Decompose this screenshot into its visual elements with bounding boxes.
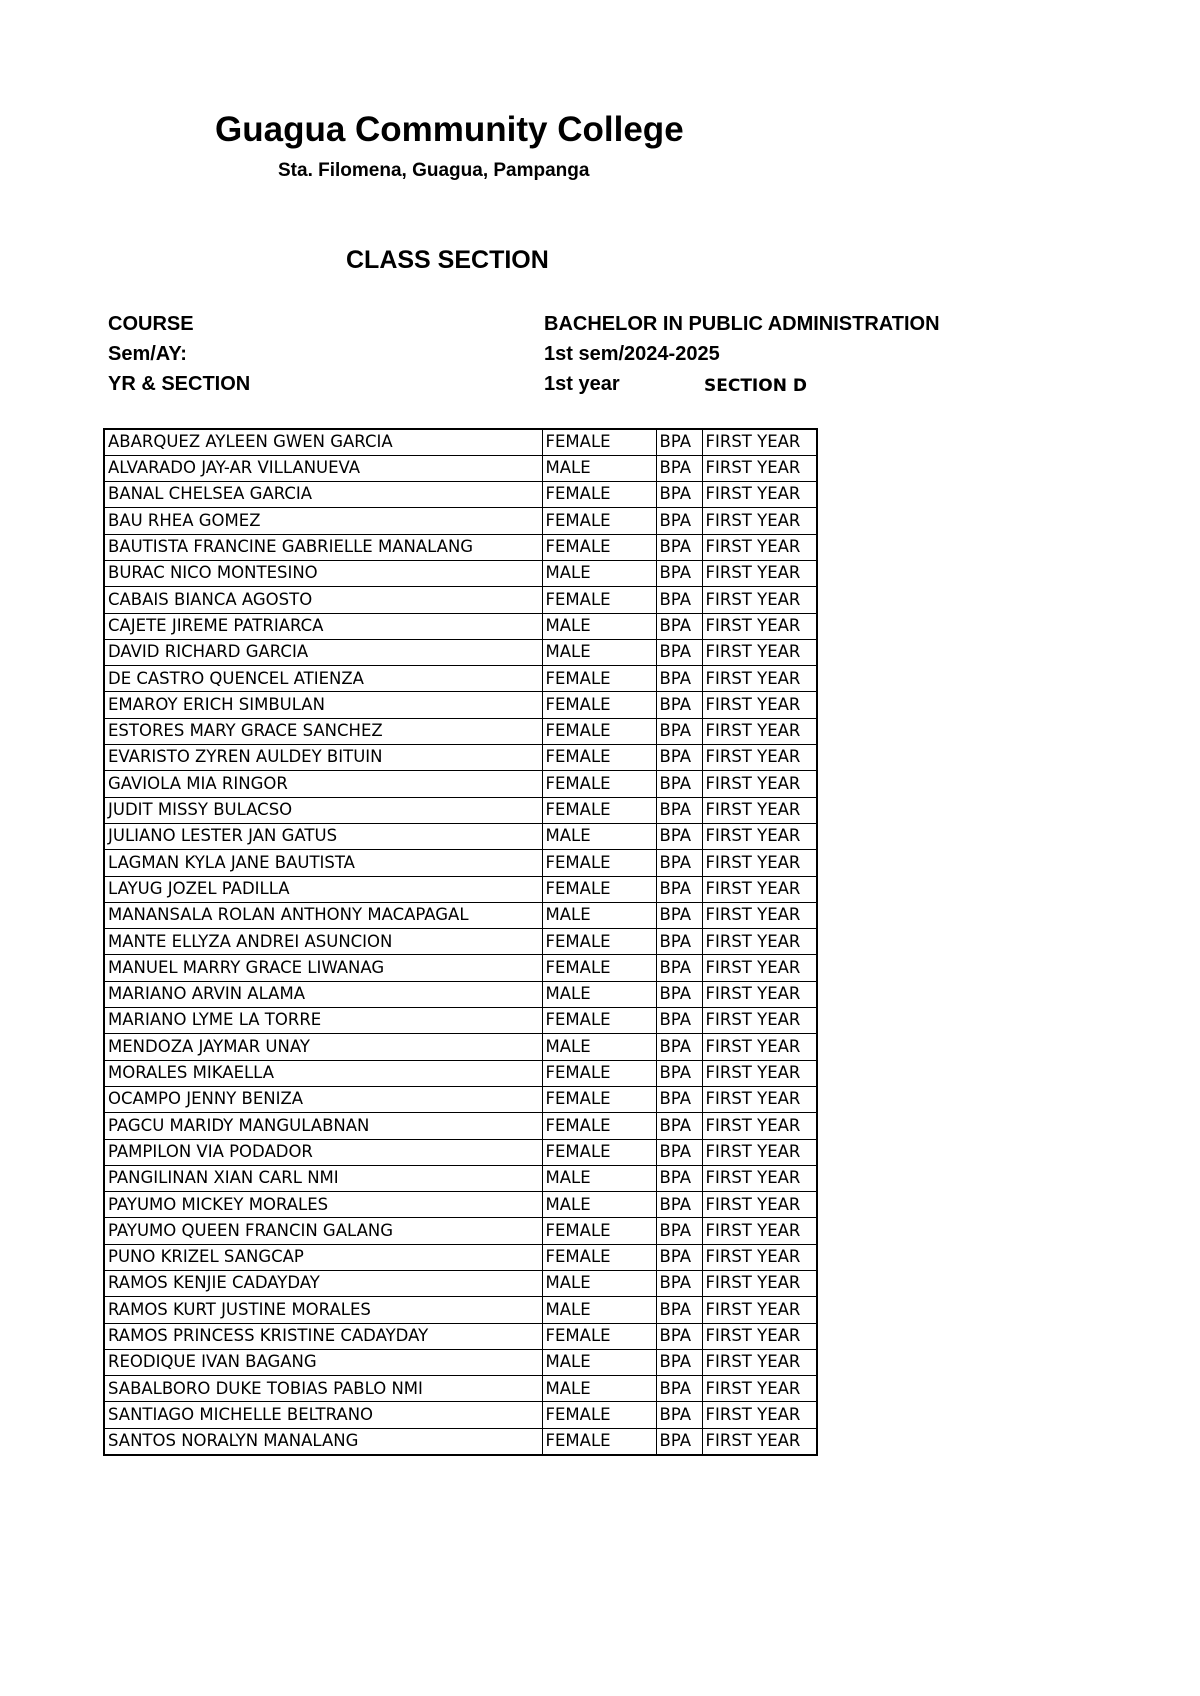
table-row (104, 981, 817, 1007)
student-name-cell: PAGCU MARIDY MANGULABNAN (104, 1113, 542, 1139)
student-gender-cell: MALE (542, 1297, 656, 1323)
student-course-cell: BPA (656, 1113, 702, 1139)
student-gender-cell: FEMALE (542, 534, 656, 560)
table-row (104, 1192, 817, 1218)
student-gender-cell: MALE (542, 613, 656, 639)
table-row (104, 482, 817, 508)
student-course-cell: BPA (656, 1165, 702, 1191)
student-gender-cell: FEMALE (542, 955, 656, 981)
student-name-cell: BURAC NICO MONTESINO (104, 560, 542, 586)
student-course-cell: BPA (656, 1034, 702, 1060)
student-course-cell: BPA (656, 508, 702, 534)
student-name-cell: MANUEL MARRY GRACE LIWANAG (104, 955, 542, 981)
student-year-cell: FIRST YEAR (702, 1165, 817, 1191)
student-year-cell: FIRST YEAR (702, 1244, 817, 1270)
student-course-cell: BPA (656, 666, 702, 692)
table-row (104, 718, 817, 744)
student-gender-cell: MALE (542, 1271, 656, 1297)
student-year-cell: FIRST YEAR (702, 850, 817, 876)
table-row (104, 534, 817, 560)
student-course-cell: BPA (656, 823, 702, 849)
student-gender-cell: FEMALE (542, 850, 656, 876)
year-value: 1st year (544, 373, 620, 395)
student-gender-cell: FEMALE (542, 1244, 656, 1270)
student-name-cell: PAMPILON VIA PODADOR (104, 1139, 542, 1165)
student-course-cell: BPA (656, 876, 702, 902)
table-row (104, 1218, 817, 1244)
student-gender-cell: FEMALE (542, 1008, 656, 1034)
table-row (104, 587, 817, 613)
student-year-cell: FIRST YEAR (702, 482, 817, 508)
student-name-cell: REODIQUE IVAN BAGANG (104, 1349, 542, 1375)
table-row (104, 1139, 817, 1165)
student-course-cell: BPA (656, 1271, 702, 1297)
student-name-cell: MARIANO ARVIN ALAMA (104, 981, 542, 1007)
student-course-cell: BPA (656, 1008, 702, 1034)
student-name-cell: SABALBORO DUKE TOBIAS PABLO NMI (104, 1376, 542, 1402)
semay-label: Sem/AY: (108, 343, 187, 365)
student-gender-cell: FEMALE (542, 587, 656, 613)
table-row (104, 1244, 817, 1270)
student-year-cell: FIRST YEAR (702, 1428, 817, 1454)
student-course-cell: BPA (656, 1376, 702, 1402)
student-year-cell: FIRST YEAR (702, 718, 817, 744)
student-name-cell: SANTOS NORALYN MANALANG (104, 1428, 542, 1454)
student-name-cell: PAYUMO MICKEY MORALES (104, 1192, 542, 1218)
student-course-cell: BPA (656, 1297, 702, 1323)
student-course-cell: BPA (656, 1192, 702, 1218)
student-name-cell: BAU RHEA GOMEZ (104, 508, 542, 534)
student-gender-cell: FEMALE (542, 771, 656, 797)
student-name-cell: MORALES MIKAELLA (104, 1060, 542, 1086)
table-row (104, 876, 817, 902)
student-year-cell: FIRST YEAR (702, 823, 817, 849)
student-year-cell: FIRST YEAR (702, 455, 817, 481)
student-course-cell: BPA (656, 1402, 702, 1428)
student-name-cell: DE CASTRO QUENCEL ATIENZA (104, 666, 542, 692)
table-row (104, 692, 817, 718)
school-name: Guagua Community College (215, 110, 684, 149)
student-name-cell: GAVIOLA MIA RINGOR (104, 771, 542, 797)
table-row (104, 745, 817, 771)
table-row (104, 1060, 817, 1086)
student-year-cell: FIRST YEAR (702, 797, 817, 823)
table-row (104, 1271, 817, 1297)
table-row (104, 823, 817, 849)
student-year-cell: FIRST YEAR (702, 981, 817, 1007)
student-name-cell: MANTE ELLYZA ANDREI ASUNCION (104, 929, 542, 955)
student-year-cell: FIRST YEAR (702, 429, 817, 455)
student-year-cell: FIRST YEAR (702, 639, 817, 665)
student-course-cell: BPA (656, 587, 702, 613)
student-gender-cell: MALE (542, 1165, 656, 1191)
student-gender-cell: FEMALE (542, 745, 656, 771)
student-gender-cell: FEMALE (542, 482, 656, 508)
student-name-cell: MARIANO LYME LA TORRE (104, 1008, 542, 1034)
page-title: CLASS SECTION (346, 246, 549, 274)
student-year-cell: FIRST YEAR (702, 692, 817, 718)
student-name-cell: DAVID RICHARD GARCIA (104, 639, 542, 665)
student-gender-cell: MALE (542, 1192, 656, 1218)
student-year-cell: FIRST YEAR (702, 1060, 817, 1086)
table-row (104, 797, 817, 823)
student-name-cell: MANANSALA ROLAN ANTHONY MACAPAGAL (104, 902, 542, 928)
student-name-cell: CABAIS BIANCA AGOSTO (104, 587, 542, 613)
student-name-cell: LAYUG JOZEL PADILLA (104, 876, 542, 902)
table-row (104, 508, 817, 534)
student-name-cell: BANAL CHELSEA GARCIA (104, 482, 542, 508)
student-year-cell: FIRST YEAR (702, 508, 817, 534)
course-value: BACHELOR IN PUBLIC ADMINISTRATION (544, 313, 940, 335)
table-row (104, 639, 817, 665)
student-gender-cell: FEMALE (542, 1139, 656, 1165)
student-gender-cell: FEMALE (542, 1428, 656, 1454)
student-name-cell: ESTORES MARY GRACE SANCHEZ (104, 718, 542, 744)
student-course-cell: BPA (656, 1139, 702, 1165)
student-name-cell: PAYUMO QUEEN FRANCIN GALANG (104, 1218, 542, 1244)
student-name-cell: EMAROY ERICH SIMBULAN (104, 692, 542, 718)
table-row (104, 455, 817, 481)
student-gender-cell: FEMALE (542, 1402, 656, 1428)
student-name-cell: JUDIT MISSY BULACSO (104, 797, 542, 823)
table-row (104, 771, 817, 797)
student-name-cell: ALVARADO JAY-AR VILLANUEVA (104, 455, 542, 481)
student-name-cell: LAGMAN KYLA JANE BAUTISTA (104, 850, 542, 876)
student-year-cell: FIRST YEAR (702, 1376, 817, 1402)
student-name-cell: JULIANO LESTER JAN GATUS (104, 823, 542, 849)
student-course-cell: BPA (656, 534, 702, 560)
student-name-cell: EVARISTO ZYREN AULDEY BITUIN (104, 745, 542, 771)
section-value: SECTION D (704, 376, 807, 396)
student-gender-cell: FEMALE (542, 429, 656, 455)
student-course-cell: BPA (656, 692, 702, 718)
table-row (104, 1165, 817, 1191)
student-gender-cell: FEMALE (542, 1086, 656, 1112)
student-gender-cell: FEMALE (542, 692, 656, 718)
student-course-cell: BPA (656, 1060, 702, 1086)
student-year-cell: FIRST YEAR (702, 587, 817, 613)
student-course-cell: BPA (656, 902, 702, 928)
student-gender-cell: FEMALE (542, 929, 656, 955)
student-gender-cell: FEMALE (542, 1060, 656, 1086)
semay-value: 1st sem/2024-2025 (544, 343, 720, 365)
student-year-cell: FIRST YEAR (702, 1349, 817, 1375)
student-course-cell: BPA (656, 955, 702, 981)
student-name-cell: MENDOZA JAYMAR UNAY (104, 1034, 542, 1060)
student-gender-cell: MALE (542, 1349, 656, 1375)
table-row (104, 1376, 817, 1402)
student-course-cell: BPA (656, 981, 702, 1007)
student-year-cell: FIRST YEAR (702, 929, 817, 955)
table-row (104, 1428, 817, 1454)
student-year-cell: FIRST YEAR (702, 1323, 817, 1349)
student-course-cell: BPA (656, 745, 702, 771)
student-name-cell: RAMOS KENJIE CADAYDAY (104, 1271, 542, 1297)
student-gender-cell: MALE (542, 981, 656, 1007)
student-gender-cell: MALE (542, 1034, 656, 1060)
table-row (104, 1402, 817, 1428)
student-gender-cell: MALE (542, 902, 656, 928)
table-row (104, 1086, 817, 1112)
student-gender-cell: FEMALE (542, 1323, 656, 1349)
student-gender-cell: FEMALE (542, 718, 656, 744)
student-course-cell: BPA (656, 482, 702, 508)
table-row (104, 1113, 817, 1139)
student-table (103, 428, 818, 1456)
school-address: Sta. Filomena, Guagua, Pampanga (278, 160, 590, 181)
student-table-body (104, 429, 817, 1455)
student-course-cell: BPA (656, 455, 702, 481)
student-name-cell: OCAMPO JENNY BENIZA (104, 1086, 542, 1112)
student-year-cell: FIRST YEAR (702, 560, 817, 586)
table-row (104, 1349, 817, 1375)
student-course-cell: BPA (656, 718, 702, 744)
table-row (104, 955, 817, 981)
student-course-cell: BPA (656, 1428, 702, 1454)
student-course-cell: BPA (656, 929, 702, 955)
student-name-cell: RAMOS PRINCESS KRISTINE CADAYDAY (104, 1323, 542, 1349)
student-year-cell: FIRST YEAR (702, 902, 817, 928)
student-course-cell: BPA (656, 771, 702, 797)
student-gender-cell: MALE (542, 455, 656, 481)
table-row (104, 850, 817, 876)
student-year-cell: FIRST YEAR (702, 771, 817, 797)
student-gender-cell: FEMALE (542, 1113, 656, 1139)
student-course-cell: BPA (656, 1323, 702, 1349)
student-year-cell: FIRST YEAR (702, 1113, 817, 1139)
student-course-cell: BPA (656, 1086, 702, 1112)
student-course-cell: BPA (656, 613, 702, 639)
student-name-cell: RAMOS KURT JUSTINE MORALES (104, 1297, 542, 1323)
student-course-cell: BPA (656, 429, 702, 455)
student-year-cell: FIRST YEAR (702, 1402, 817, 1428)
table-row (104, 1297, 817, 1323)
student-year-cell: FIRST YEAR (702, 1271, 817, 1297)
table-row (104, 666, 817, 692)
table-row (104, 560, 817, 586)
student-name-cell: PUNO KRIZEL SANGCAP (104, 1244, 542, 1270)
table-row (104, 1008, 817, 1034)
student-name-cell: CAJETE JIREME PATRIARCA (104, 613, 542, 639)
student-name-cell: BAUTISTA FRANCINE GABRIELLE MANALANG (104, 534, 542, 560)
student-gender-cell: FEMALE (542, 1218, 656, 1244)
student-gender-cell: FEMALE (542, 797, 656, 823)
student-gender-cell: MALE (542, 823, 656, 849)
student-course-cell: BPA (656, 1349, 702, 1375)
student-gender-cell: MALE (542, 560, 656, 586)
student-course-cell: BPA (656, 797, 702, 823)
student-year-cell: FIRST YEAR (702, 1139, 817, 1165)
student-year-cell: FIRST YEAR (702, 745, 817, 771)
student-year-cell: FIRST YEAR (702, 1086, 817, 1112)
table-row (104, 429, 817, 455)
student-year-cell: FIRST YEAR (702, 613, 817, 639)
student-course-cell: BPA (656, 1218, 702, 1244)
student-course-cell: BPA (656, 850, 702, 876)
student-gender-cell: MALE (542, 1376, 656, 1402)
student-gender-cell: FEMALE (542, 508, 656, 534)
student-name-cell: SANTIAGO MICHELLE BELTRANO (104, 1402, 542, 1428)
table-row (104, 929, 817, 955)
student-year-cell: FIRST YEAR (702, 666, 817, 692)
table-row (104, 1034, 817, 1060)
student-year-cell: FIRST YEAR (702, 1008, 817, 1034)
student-gender-cell: FEMALE (542, 666, 656, 692)
student-course-cell: BPA (656, 560, 702, 586)
student-name-cell: ABARQUEZ AYLEEN GWEN GARCIA (104, 429, 542, 455)
student-year-cell: FIRST YEAR (702, 1192, 817, 1218)
student-year-cell: FIRST YEAR (702, 1297, 817, 1323)
student-course-cell: BPA (656, 1244, 702, 1270)
student-course-cell: BPA (656, 639, 702, 665)
student-year-cell: FIRST YEAR (702, 534, 817, 560)
student-gender-cell: MALE (542, 639, 656, 665)
table-row (104, 902, 817, 928)
student-gender-cell: FEMALE (542, 876, 656, 902)
student-year-cell: FIRST YEAR (702, 1034, 817, 1060)
table-row (104, 1323, 817, 1349)
student-year-cell: FIRST YEAR (702, 1218, 817, 1244)
student-year-cell: FIRST YEAR (702, 876, 817, 902)
student-name-cell: PANGILINAN XIAN CARL NMI (104, 1165, 542, 1191)
table-row (104, 613, 817, 639)
course-label: COURSE (108, 313, 194, 335)
yrsec-label: YR & SECTION (108, 373, 251, 395)
student-year-cell: FIRST YEAR (702, 955, 817, 981)
